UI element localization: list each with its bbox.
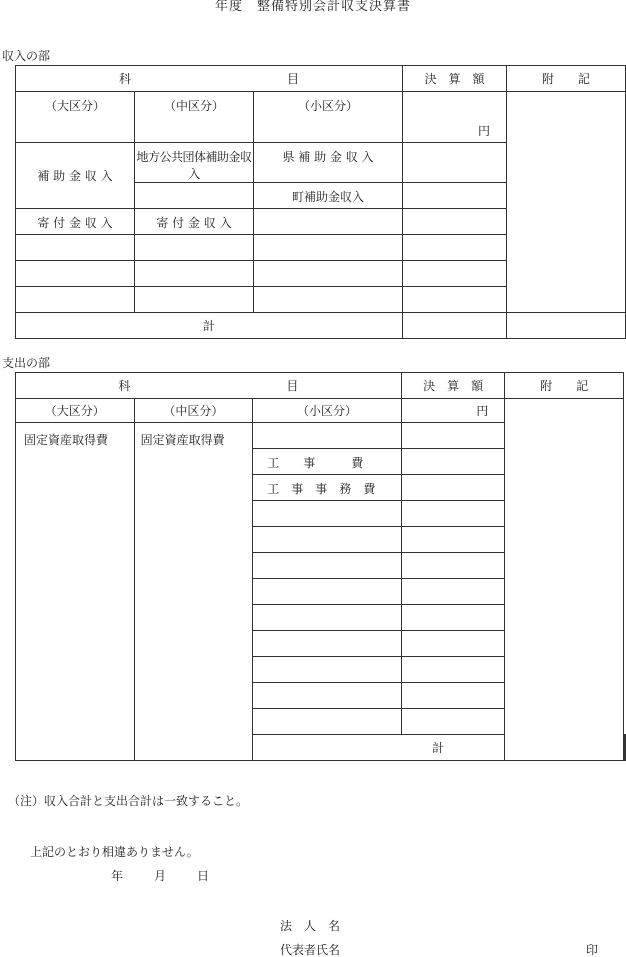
expense-amount-cell (401, 475, 505, 501)
expense-small-construction: 工 事 費 (253, 449, 402, 475)
expense-small-cell (253, 579, 402, 605)
expense-amount-cell (401, 683, 505, 709)
income-header-amount: 決 算 額 (403, 66, 507, 92)
income-subheader-large: （大区分） (16, 92, 135, 143)
expense-amount-cell (401, 631, 505, 657)
income-table (15, 65, 626, 339)
expense-total-label: 計 (253, 735, 624, 761)
income-amount-cell (403, 183, 507, 209)
expense-small-cell (253, 709, 402, 735)
note-text: （注）収入合計と支出合計は一致すること。 (8, 794, 249, 808)
income-large-subsidy: 補 助 金 収 入 (16, 143, 135, 209)
expense-small-cell (253, 631, 402, 657)
expense-amount-unit: 円 (401, 399, 505, 423)
income-remarks-area (507, 92, 626, 313)
expense-small-cell (253, 553, 402, 579)
confirm-text: 上記のとおり相違ありません。 (30, 845, 199, 859)
expense-amount-cell (401, 709, 505, 735)
expense-small-cell (253, 501, 402, 527)
expense-subheader-small: （小区分） (253, 399, 402, 423)
income-small-cell (254, 209, 403, 235)
expense-amount-cell (401, 527, 505, 553)
income-amount-cell (403, 235, 507, 261)
expense-amount-cell (401, 657, 505, 683)
corp-name-label: 法 人 名 (280, 919, 341, 933)
document-title: 年度 整備特別会計収支決算書 (214, 0, 411, 14)
income-medium-cell (135, 183, 254, 209)
income-total-label: 計 (16, 313, 403, 339)
income-amount-cell (403, 143, 507, 183)
income-amount-cell (403, 261, 507, 287)
date-day-label: 日 (197, 869, 210, 883)
expense-medium-asset: 固定資産取得費 (134, 423, 253, 761)
expense-amount-cell (401, 501, 505, 527)
expense-amount-cell (401, 579, 505, 605)
date-year-label: 年 (111, 869, 124, 883)
income-large-donation: 寄 付 金 収 入 (16, 209, 135, 235)
expense-header-amount: 決 算 額 (401, 373, 505, 399)
income-medium-cell (135, 261, 254, 287)
expense-amount-cell (401, 449, 505, 475)
expense-header-remarks: 附 記 (505, 373, 624, 399)
expense-small-cell (253, 657, 402, 683)
income-small-cell (254, 235, 403, 261)
income-small-cell (254, 261, 403, 287)
income-large-cell (16, 261, 135, 287)
income-amount-unit (403, 92, 507, 143)
income-header-subject: 科 目 (16, 66, 403, 92)
expense-small-cell (253, 605, 402, 631)
income-section-label: 収入の部 (2, 49, 51, 63)
income-medium-cell (135, 287, 254, 313)
expense-remarks-area (505, 399, 624, 761)
income-total-remarks (507, 313, 626, 339)
expense-header-subject: 科 目 (16, 373, 402, 399)
expense-subheader-large: （大区分） (16, 399, 135, 423)
income-medium-donation: 寄 付 金 収 入 (135, 209, 254, 235)
expense-amount-cell (401, 423, 505, 449)
income-large-cell (16, 235, 135, 261)
income-total-amount (403, 313, 507, 339)
income-amount-cell (403, 287, 507, 313)
expense-total-remarks (625, 735, 626, 761)
expense-small-cell (253, 423, 402, 449)
income-medium-cell (135, 235, 254, 261)
expense-amount-cell (401, 553, 505, 579)
expense-section-label: 支出の部 (2, 356, 51, 370)
income-small-cell (254, 287, 403, 313)
income-subheader-medium: （中区分） (135, 92, 254, 143)
expense-small-construction-admin: 工 事 事 務 費 (253, 475, 402, 501)
date-month-label: 月 (154, 869, 167, 883)
income-amount-cell (403, 209, 507, 235)
income-small-pref-subsidy: 県 補 助 金 収 入 (254, 143, 403, 183)
expense-small-cell (253, 683, 402, 709)
expense-small-cell (253, 527, 402, 553)
expense-subheader-medium: （中区分） (134, 399, 253, 423)
expense-table (15, 372, 626, 761)
income-unit-label: 円 (477, 124, 490, 138)
representative-name-label: 代表者氏名 (280, 943, 341, 957)
income-subheader-small: （小区分） (254, 92, 403, 143)
income-header-remarks: 附 記 (507, 66, 626, 92)
income-medium-subsidy: 地方公共団体補助金収入 (135, 143, 254, 183)
income-small-town-subsidy: 町補助金収入 (254, 183, 403, 209)
expense-amount-cell (401, 605, 505, 631)
expense-large-asset: 固定資産取得費 (16, 423, 135, 761)
seal-label: 印 (586, 943, 599, 957)
income-large-cell (16, 287, 135, 313)
